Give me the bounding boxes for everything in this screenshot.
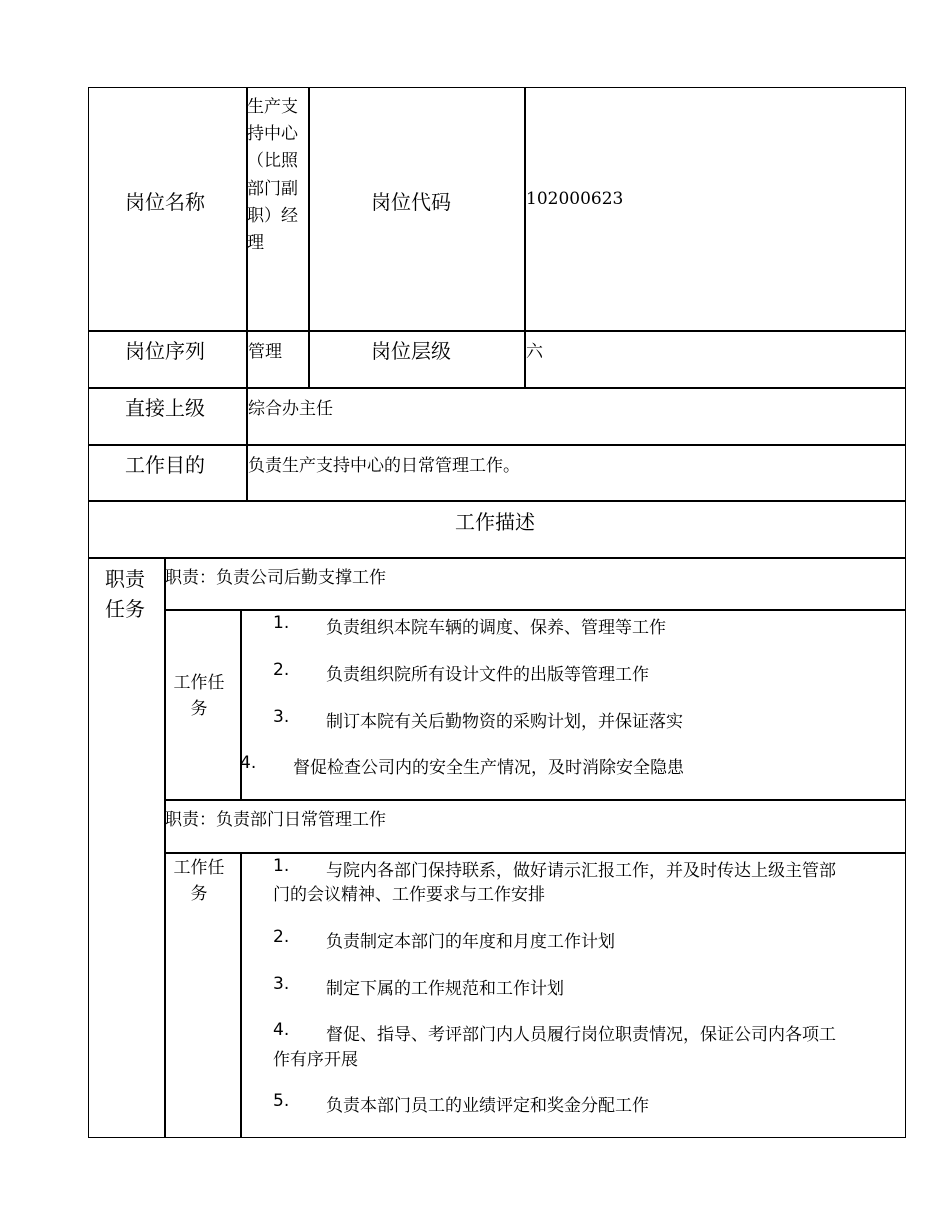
row-divider	[88, 557, 906, 559]
row-divider	[88, 444, 906, 446]
supervisor-label: 直接上级	[125, 396, 205, 420]
row-divider	[88, 330, 906, 332]
task-text-continued: 门的会议精神、工作要求与工作安排	[273, 885, 545, 905]
task-number: 2.	[273, 660, 290, 680]
task-number: 5.	[273, 1091, 290, 1111]
position-series-value: 管理	[248, 342, 282, 362]
task-label: 工作任务	[173, 673, 225, 719]
supervisor-value: 综合办主任	[248, 399, 333, 419]
col-divider	[240, 852, 242, 1138]
task-number: 3.	[273, 707, 290, 727]
row-divider	[164, 609, 906, 611]
duty-title: 职责：负责部门日常管理工作	[165, 810, 386, 830]
position-level-value: 六	[526, 342, 543, 362]
task-number: 3.	[273, 974, 290, 994]
task-text-continued: 作有序开展	[273, 1050, 358, 1070]
col-divider	[164, 557, 166, 1138]
position-code-value: 102000623	[526, 189, 624, 209]
row-divider	[88, 500, 906, 502]
duties-label-line2: 任务	[105, 597, 145, 621]
row-divider	[88, 387, 906, 389]
task-number: 4.	[273, 1020, 290, 1040]
position-name-value: 生产支持中心（比照部门副职）经理	[247, 97, 298, 254]
col-divider	[308, 87, 310, 387]
task-text: 负责组织本院车辆的调度、保养、管理等工作	[326, 618, 666, 638]
position-series-label: 岗位序列	[125, 339, 205, 363]
row-divider	[164, 852, 906, 854]
purpose-value: 负责生产支持中心的日常管理工作。	[248, 456, 520, 476]
task-number: 1.	[273, 613, 290, 633]
row-divider	[164, 799, 906, 801]
task-text: 制定下属的工作规范和工作计划	[326, 979, 564, 999]
task-text: 制订本院有关后勤物资的采购计划，并保证落实	[326, 712, 683, 732]
purpose-label: 工作目的	[125, 453, 205, 477]
task-label: 工作任务	[173, 858, 225, 904]
position-name-label: 岗位名称	[125, 190, 205, 214]
task-number: 4.	[240, 753, 257, 773]
work-description-title: 工作描述	[455, 510, 535, 534]
task-text: 督促检查公司内的安全生产情况，及时消除安全隐患	[293, 758, 684, 778]
task-text: 与院内各部门保持联系，做好请示汇报工作，并及时传达上级主管部	[326, 861, 836, 881]
duty-title: 职责：负责公司后勤支撑工作	[165, 568, 386, 588]
task-text: 负责组织院所有设计文件的出版等管理工作	[326, 665, 649, 685]
task-text: 负责制定本部门的年度和月度工作计划	[326, 932, 615, 952]
task-text: 督促、指导、考评部门内人员履行岗位职责情况，保证公司内各项工	[326, 1025, 836, 1045]
position-code-label: 岗位代码	[371, 190, 451, 214]
duties-label-line1: 职责	[105, 567, 145, 591]
task-number: 1.	[273, 856, 290, 876]
position-level-label: 岗位层级	[371, 339, 451, 363]
task-number: 2.	[273, 927, 290, 947]
task-text: 负责本部门员工的业绩评定和奖金分配工作	[326, 1096, 649, 1116]
